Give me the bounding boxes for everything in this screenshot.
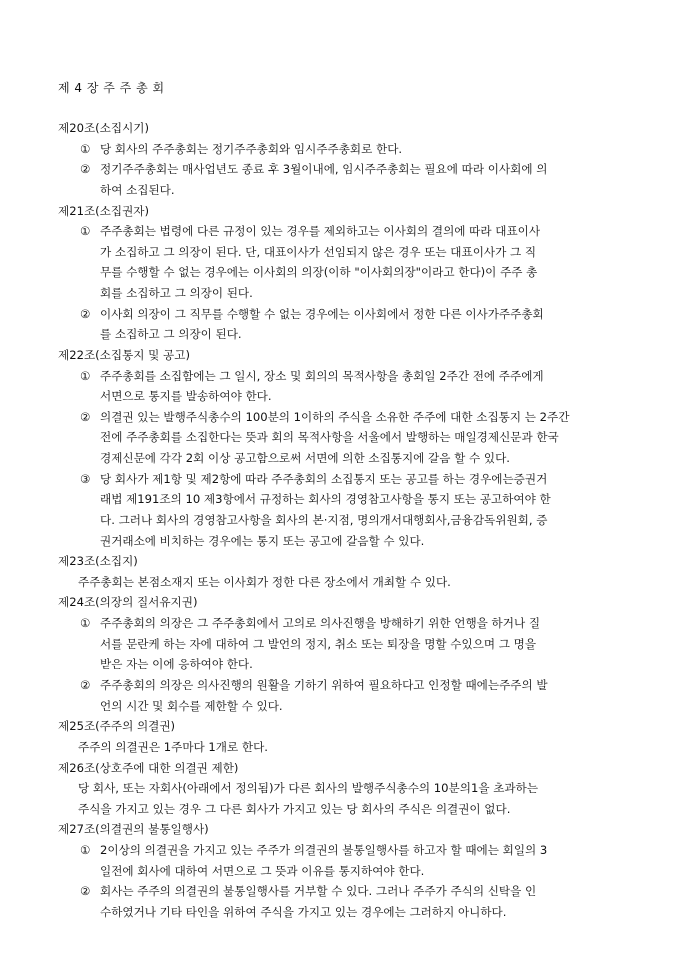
paragraph-line: 서면으로 통지를 발송하여야 한다. (100, 389, 272, 403)
article-heading: 제26조(상호주에 대한 의결권 제한) (58, 761, 239, 775)
paragraph-line: 주주총회를 소집함에는 그 일시, 장소 및 회의의 목적사항을 총회일 2주간 전에 주주에게 (100, 369, 544, 383)
article-body-line: 주식을 가지고 있는 경우 그 다른 회사가 가지고 있는 당 회사의 주식은 의결권이 없다. (78, 802, 511, 816)
paragraph-line: 다. 그러나 회사의 경영참고사항을 회사의 본·지점, 명의개서대행회사,금융감독위원회, 증 (100, 513, 548, 527)
article-heading: 제20조(소집시기) (58, 121, 149, 135)
paragraph-number: ② (80, 307, 91, 321)
paragraph-line: 무를 수행할 수 없는 경우에는 이사회의 의장(이하 "이사회의장"이라고 한다)이 주주 총 (100, 265, 538, 279)
paragraph-number: ① (80, 616, 91, 630)
paragraph-line: 권거래소에 비치하는 경우에는 통지 또는 공고에 갈음할 수 있다. (100, 534, 425, 548)
paragraph-line: 주주총회는 법령에 다른 규정이 있는 경우를 제외하고는 이사회의 결의에 따라 대표이사 (100, 224, 541, 238)
paragraph-line: 받은 자는 이에 응하여야 한다. (100, 657, 253, 671)
paragraph-line: 일전에 회사에 대하여 서면으로 그 뜻과 이유를 통지하여야 한다. (100, 864, 425, 878)
paragraph-line: 당 회사의 주주총회는 정기주주총회와 임시주주총회로 한다. (100, 142, 403, 156)
paragraph-line: 당 회사가 제1항 및 제2항에 따라 주주총회의 소집통지 또는 공고를 하는 경우에는증권거 (100, 472, 548, 486)
paragraph-number: ① (80, 369, 91, 383)
article-heading: 제22조(소집통지 및 공고) (58, 348, 190, 362)
paragraph-line: 회사는 주주의 의결권의 불통일행사를 거부할 수 있다. 그러나 주주가 주식의 신탁을 인 (100, 884, 537, 898)
paragraph-number: ② (80, 162, 91, 176)
paragraph-line: 전에 주주총회를 소집한다는 뜻과 회의 목적사항을 서울에서 발행하는 매일경제신문과 한국 (100, 430, 559, 444)
paragraph-line: 경제신문에 각각 2회 이상 공고함으로써 서면에 의한 소집통지에 갈음 할 수 있다. (100, 451, 510, 465)
paragraph-line: 이사회 의장이 그 직무를 수행할 수 없는 경우에는 이사회에서 정한 다른 이사가주주총회 (100, 307, 544, 321)
article-heading: 제23조(소집지) (58, 554, 138, 568)
article-heading: 제25조(주주의 의결권) (58, 719, 176, 733)
article-body-line: 주주총회는 본점소재지 또는 이사회가 정한 다른 장소에서 개최할 수 있다. (78, 575, 451, 589)
paragraph-number: ② (80, 410, 91, 424)
article-body-line: 당 회사, 또는 자회사(아래에서 정의됨)가 다른 회사의 발행주식총수의 10분의1을 초과하는 (78, 781, 539, 795)
article-body-line: 주주의 의결권은 1주마다 1개로 한다. (78, 740, 268, 754)
paragraph-line: 2이상의 의결권을 가지고 있는 주주가 의결권의 불통일행사를 하고자 할 때에는 회일의 3 (100, 843, 548, 857)
paragraph-number: ③ (80, 472, 91, 486)
paragraph-line: 수하였거나 기타 타인을 위하여 주식을 가지고 있는 경우에는 그러하지 아니하다. (100, 905, 507, 919)
paragraph-line: 회를 소집하고 그 의장이 된다. (100, 286, 253, 300)
paragraph-line: 의결권 있는 발행주식총수의 100분의 1이하의 주식을 소유한 주주에 대한 소집통지 는 2주간 (100, 410, 570, 424)
paragraph-line: 래법 제191조의 10 제3항에서 규정하는 회사의 경영참고사항을 통지 또는 공고하여야 한 (100, 492, 551, 506)
chapter-title: 제 4 장 주 주 총 회 (58, 81, 165, 95)
paragraph-number: ② (80, 678, 91, 692)
paragraph-line: 를 소집하고 그 의장이 된다. (100, 327, 242, 341)
article-heading: 제27조(의결권의 불통일행사) (58, 822, 209, 836)
paragraph-line: 언의 시간 및 회수를 제한할 수 있다. (100, 699, 283, 713)
paragraph-line: 가 소집하고 그 의장이 된다. 단, 대표이사가 선임되지 않은 경우 또는 대표이사가 그 직 (100, 245, 537, 259)
paragraph-number: ① (80, 142, 91, 156)
paragraph-line: 서를 문란케 하는 자에 대하여 그 발언의 정지, 취소 또는 퇴장을 명할 수있으며 그 명을 (100, 637, 537, 651)
paragraph-line: 주주총회의 의장은 그 주주총회에서 고의로 의사진행을 방해하기 위한 언행을 하거나 질 (100, 616, 541, 630)
paragraph-number: ① (80, 224, 91, 238)
paragraph-number: ① (80, 843, 91, 857)
paragraph-line: 정기주주총회는 매사업년도 종료 후 3월이내에, 임시주주총회는 필요에 따라 이사회에 의 (100, 162, 548, 176)
paragraph-line: 주주총회의 의장은 의사진행의 원활을 기하기 위하여 필요하다고 인정할 때에는주주의 발 (100, 678, 548, 692)
paragraph-line: 하여 소집된다. (100, 183, 175, 197)
article-heading: 제24조(의장의 질서유지권) (58, 595, 198, 609)
paragraph-number: ② (80, 884, 91, 898)
article-heading: 제21조(소집권자) (58, 204, 149, 218)
